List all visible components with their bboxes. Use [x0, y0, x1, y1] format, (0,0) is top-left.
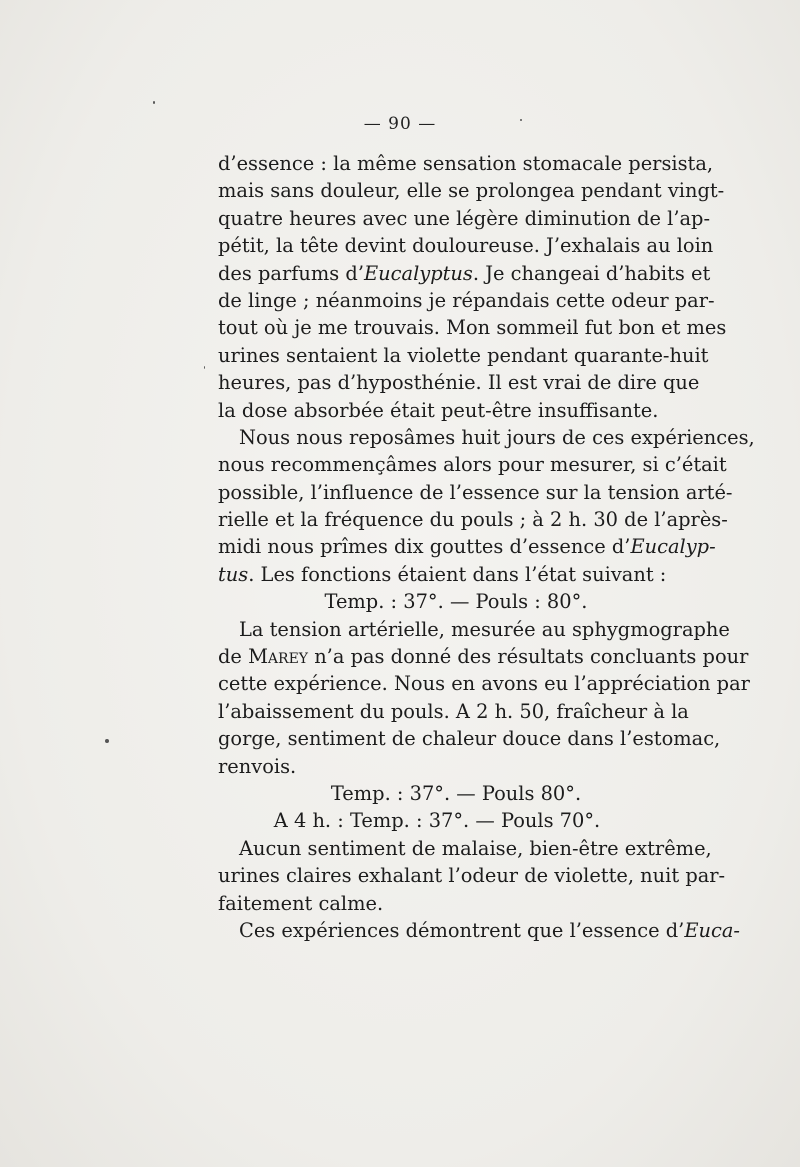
page-number: — 90 —: [363, 114, 437, 134]
text-line: faitement calme.: [218, 891, 384, 915]
text-line: pétit, la tête devint douloureuse. J’exhalais au loin: [218, 234, 714, 258]
text-line: urines sentaient la violette pendant quarante-huit: [218, 343, 709, 367]
paragraph-start: Ces expériences démontrent que l’essence d’Euca-: [239, 918, 740, 942]
text-line: nous recommençâmes alors pour mesurer, si c’était: [218, 453, 727, 477]
text-line: midi nous prîmes dix gouttes d’essence d’Eucalyp-: [218, 535, 716, 559]
measurement-line: Temp. : 37°. — Pouls 80°.: [330, 781, 582, 805]
text-line: de linge ; néanmoins je répandais cette odeur par-: [218, 288, 715, 312]
measurement-line: A 4 h. : Temp. : 37°. — Pouls 70°.: [273, 809, 601, 833]
paragraph-start: Nous nous reposâmes huit jours de ces expériences,: [239, 425, 755, 449]
ink-speck: [105, 739, 109, 743]
paragraph-start: Aucun sentiment de malaise, bien-être extrême,: [239, 836, 712, 860]
text-line: d’essence : la même sensation stomacale persista,: [218, 152, 714, 175]
text-line: tus. Les fonctions étaient dans l’état suivant :: [218, 562, 667, 586]
text-line: quatre heures avec une légère diminution de l’ap-: [218, 206, 711, 230]
text-line: gorge, sentiment de chaleur douce dans l’estomac,: [218, 727, 721, 751]
paragraph-start: La tension artérielle, mesurée au sphygmographe: [239, 617, 730, 641]
text-line: cette expérience. Nous en avons eu l’appréciation par: [218, 672, 750, 696]
text-line: heures, pas d’hyposthénie. Il est vrai de dire que: [218, 371, 700, 395]
text-line: la dose absorbée était peut-être insuffisante.: [218, 398, 659, 422]
text-line: possible, l’influence de l’essence sur la tension arté-: [218, 480, 733, 504]
text-line: urines claires exhalant l’odeur de violette, nuit par-: [218, 864, 726, 888]
ink-speck: [520, 119, 522, 121]
ink-speck: [204, 366, 205, 369]
text-line: l’abaissement du pouls. A 2 h. 50, fraîcheur à la: [218, 699, 689, 723]
text-line: de Marey n’a pas donné des résultats concluants pour: [218, 645, 749, 669]
text-line: rielle et la fréquence du pouls ; à 2 h. 30 de l’après-: [218, 508, 728, 532]
text-line: renvois.: [218, 754, 297, 778]
text-line: des parfums d’Eucalyptus. Je changeai d’habits et: [218, 261, 711, 285]
text-line: tout où je me trouvais. Mon sommeil fut bon et mes: [218, 316, 727, 340]
measurement-line: Temp. : 37°. — Pouls : 80°.: [324, 590, 588, 614]
ink-speck: [153, 101, 155, 104]
body-text: [218, 150, 755, 944]
text-line: mais sans douleur, elle se prolongea pendant vingt-: [218, 179, 725, 203]
